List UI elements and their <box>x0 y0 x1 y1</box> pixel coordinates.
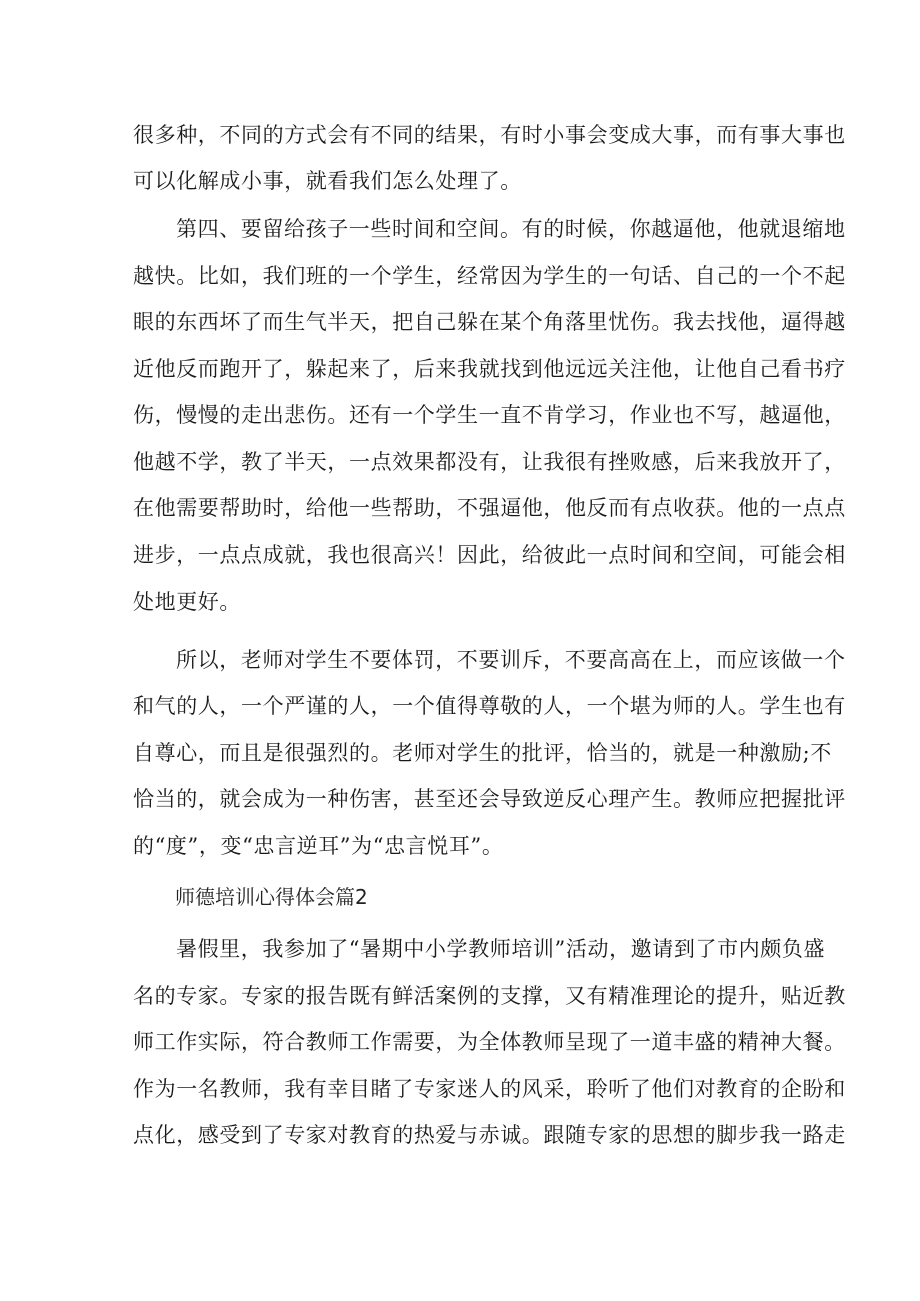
text-line: 很多种，不同的方式会有不同的结果，有时小事会变成大事，而有事大事也 <box>133 123 846 147</box>
section-heading: 师德培训心得体会篇2 <box>175 885 368 909</box>
text-line: 作为一名教师，我有幸目睹了专家迷人的风采，聆听了他们对教育的企盼和 <box>133 1077 846 1101</box>
text-line: 越快。比如，我们班的一个学生，经常因为学生的一句话、自己的一个不起 <box>133 264 846 288</box>
text-line: 处地更好。 <box>133 590 241 614</box>
text-line: 自尊心，而且是很强烈的。老师对学生的批评，恰当的，就是一种激励;不 <box>133 741 832 765</box>
paragraph-first-line: 所以，老师对学生不要体罚，不要训斥，不要高高在上，而应该做一个 <box>176 648 846 672</box>
text-line: 近他反而跑开了，躲起来了，后来我就找到他远远关注他，让他自己看书疗 <box>133 357 846 381</box>
text-line: 名的专家。专家的报告既有鲜活案例的支撑，又有精准理论的提升，贴近教 <box>133 984 846 1008</box>
text-line: 的“度”，变“忠言逆耳”为“忠言悦耳”。 <box>133 834 504 858</box>
paragraph-first-line: 暑假里，我参加了“暑期中小学教师培训”活动，邀请到了市内颇负盛 <box>176 937 826 961</box>
text-line: 恰当的，就会成为一种伤害，甚至还会导致逆反心理产生。教师应把握批评 <box>133 787 846 811</box>
text-line: 伤，慢慢的走出悲伤。还有一个学生一直不肯学习，作业也不写，越逼他， <box>133 403 846 427</box>
paragraph-first-line: 第四、要留给孩子一些时间和空间。有的时候，你越逼他，他就退缩地 <box>176 217 846 241</box>
text-line: 和气的人，一个严谨的人，一个值得尊敬的人，一个堪为师的人。学生也有 <box>133 694 846 718</box>
text-line: 可以化解成小事，就看我们怎么处理了。 <box>133 169 522 193</box>
text-line: 点化，感受到了专家对教育的热爱与赤诚。跟随专家的思想的脚步我一路走 <box>133 1123 846 1147</box>
text-line: 师工作实际，符合教师工作需要，为全体教师呈现了一道丰盛的精神大餐。 <box>133 1030 846 1054</box>
text-line: 他越不学，教了半天，一点效果都没有，让我很有挫败感，后来我放开了， <box>133 450 846 474</box>
text-line: 进步，一点点成就，我也很高兴！因此，给彼此一点时间和空间，可能会相 <box>133 543 846 567</box>
text-line: 在他需要帮助时，给他一些帮助，不强逼他，他反而有点收获。他的一点点 <box>133 496 846 520</box>
text-line: 眼的东西坏了而生气半天，把自己躲在某个角落里忧伤。我去找他，逼得越 <box>133 310 846 334</box>
